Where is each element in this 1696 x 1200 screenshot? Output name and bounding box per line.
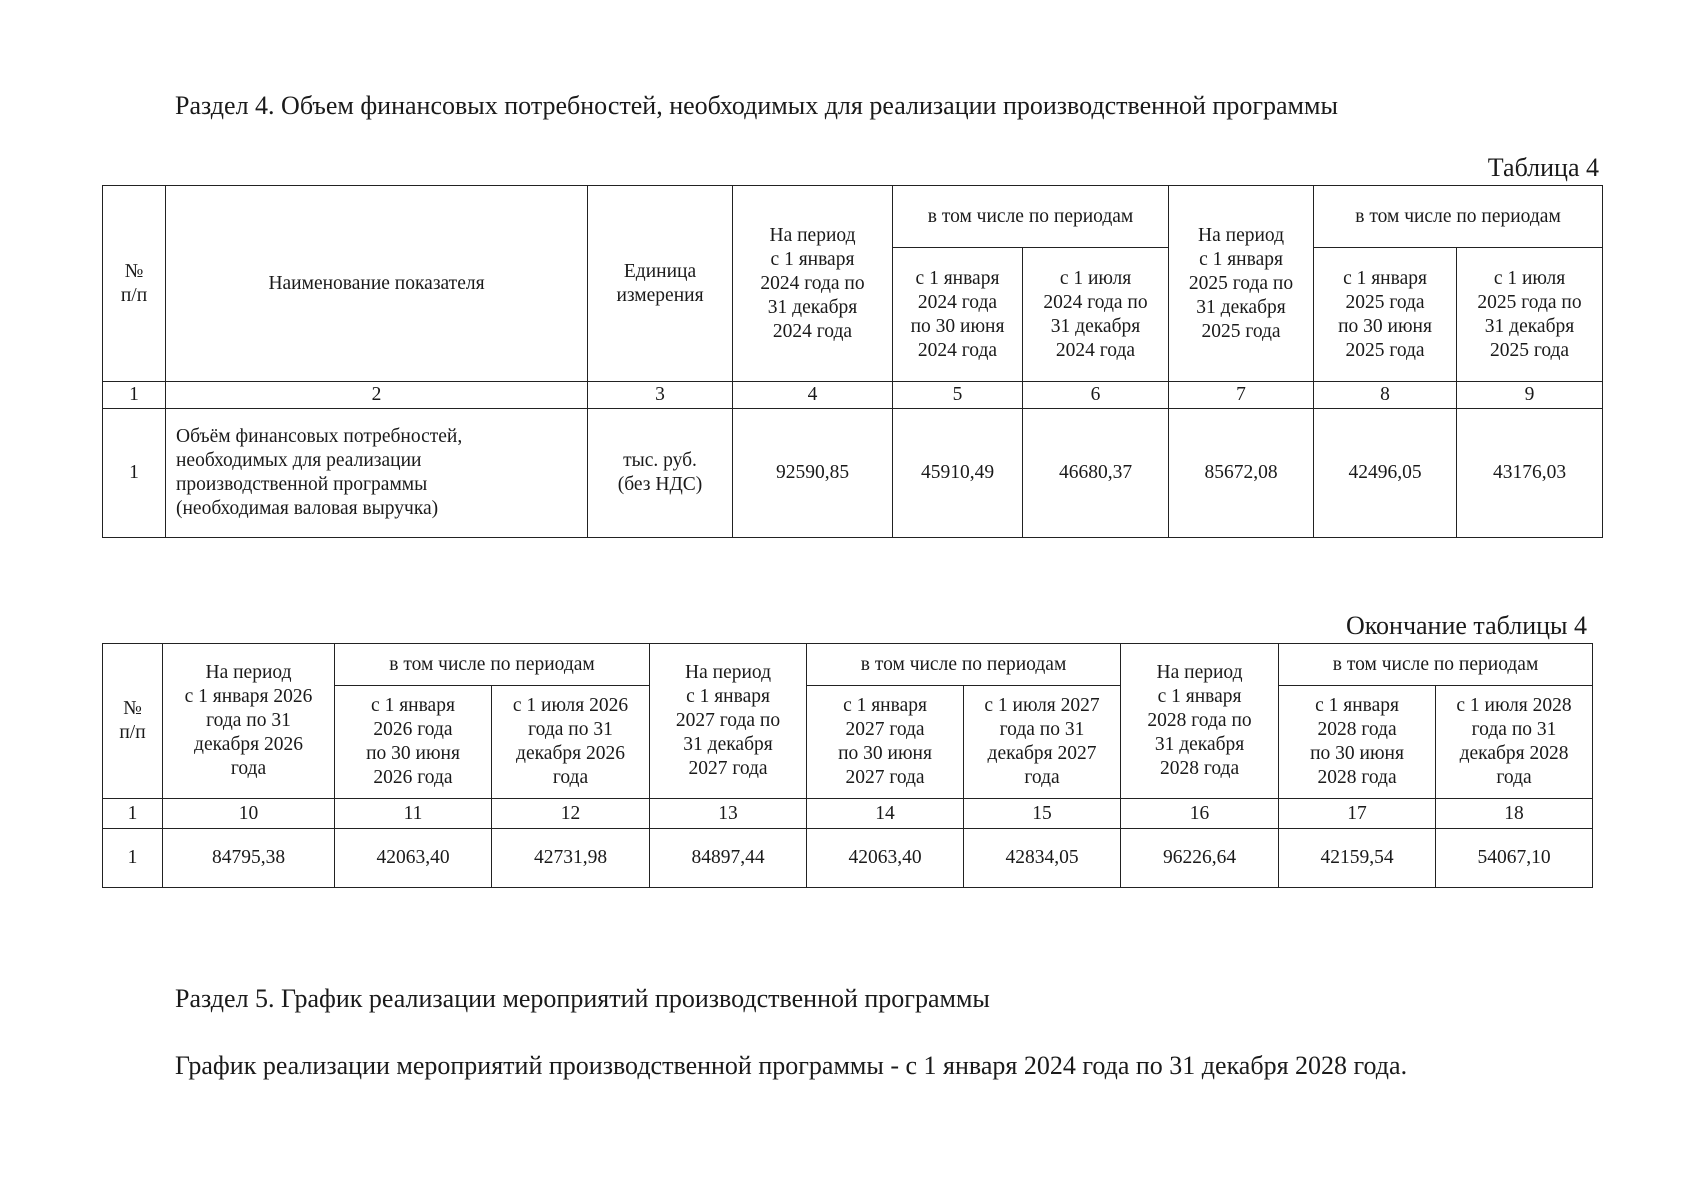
col-number: 3 (588, 382, 733, 409)
col-number: 17 (1279, 799, 1436, 829)
section5-title: Раздел 5. График реализации мероприятий производственной программы (175, 984, 990, 1013)
value-2026: 84795,38 (163, 829, 335, 888)
value-2025: 85672,08 (1169, 409, 1314, 538)
col-number: 1 (103, 799, 163, 829)
col-header-unit: Единица измерения (588, 186, 733, 382)
col-header-2028-h1: с 1 января 2028 года по 30 июня 2028 года (1279, 686, 1436, 799)
value-2025-h2: 43176,03 (1457, 409, 1603, 538)
value-2026-h1: 42063,40 (335, 829, 492, 888)
col-header-2024-incl: в том числе по периодам (893, 186, 1169, 248)
col-header-2025-h2: с 1 июля 2025 года по 31 декабря 2025 года (1457, 248, 1603, 382)
col-number: 15 (964, 799, 1121, 829)
col-header-2024-h2: с 1 июля 2024 года по 31 декабря 2024 года (1023, 248, 1169, 382)
col-header-2026: На период с 1 января 2026 года по 31 декабря 2026 года (163, 644, 335, 799)
col-header-2027-h1: с 1 января 2027 года по 30 июня 2027 года (807, 686, 964, 799)
col-header-2025: На период с 1 января 2025 года по 31 декабря 2025 года (1169, 186, 1314, 382)
row-num: 1 (103, 829, 163, 888)
col-header-2027-incl: в том числе по периодам (807, 644, 1121, 686)
table-row (103, 409, 1603, 538)
col-number: 14 (807, 799, 964, 829)
col-number: 5 (893, 382, 1023, 409)
value-2027: 84897,44 (650, 829, 807, 888)
value-2027-h2: 42834,05 (964, 829, 1121, 888)
col-header-2027: На период с 1 января 2027 года по 31 декабря 2027 года (650, 644, 807, 799)
col-header-2026-incl: в том числе по периодам (335, 644, 650, 686)
col-number: 6 (1023, 382, 1169, 409)
section5-schedule-text: График реализации мероприятий производственной программы - с 1 января 2024 года по 31 декабря 2028 года. (175, 1051, 1408, 1080)
col-number: 8 (1314, 382, 1457, 409)
col-number: 7 (1169, 382, 1314, 409)
col-header-num: № п/п (103, 644, 163, 799)
col-number: 13 (650, 799, 807, 829)
value-2028-h1: 42159,54 (1279, 829, 1436, 888)
col-header-2024: На период с 1 января 2024 года по 31 декабря 2024 года (733, 186, 893, 382)
row-name: Объём финансовых потребностей, необходимых для реализации производственной программы (необходимая валовая выручка) (166, 409, 588, 538)
col-header-2024-h1: с 1 января 2024 года по 30 июня 2024 года (893, 248, 1023, 382)
col-header-2025-incl: в том числе по периодам (1314, 186, 1603, 248)
table1-caption: Таблица 4 (1487, 153, 1599, 182)
col-number: 2 (166, 382, 588, 409)
value-2026-h2: 42731,98 (492, 829, 650, 888)
table2-caption: Окончание таблицы 4 (1345, 611, 1587, 640)
col-header-2027-h2: с 1 июля 2027 года по 31 декабря 2027 года (964, 686, 1121, 799)
col-header-2026-h1: с 1 января 2026 года по 30 июня 2026 года (335, 686, 492, 799)
col-number: 4 (733, 382, 893, 409)
value-2025-h1: 42496,05 (1314, 409, 1457, 538)
value-2024: 92590,85 (733, 409, 893, 538)
value-2028: 96226,64 (1121, 829, 1279, 888)
value-2024-h2: 46680,37 (1023, 409, 1169, 538)
col-number: 16 (1121, 799, 1279, 829)
col-number: 12 (492, 799, 650, 829)
row-unit: тыс. руб. (без НДС) (588, 409, 733, 538)
value-2028-h2: 54067,10 (1436, 829, 1593, 888)
col-header-num: № п/п (103, 186, 166, 382)
financial-needs-table-continued (102, 643, 1593, 888)
col-header-name: Наименование показателя (166, 186, 588, 382)
col-number: 10 (163, 799, 335, 829)
section4-title: Раздел 4. Объем финансовых потребностей, необходимых для реализации производственной программы (175, 91, 1338, 120)
value-2027-h1: 42063,40 (807, 829, 964, 888)
col-header-2028-h2: с 1 июля 2028 года по 31 декабря 2028 года (1436, 686, 1593, 799)
value-2024-h1: 45910,49 (893, 409, 1023, 538)
col-header-2025-h1: с 1 января 2025 года по 30 июня 2025 года (1314, 248, 1457, 382)
col-number: 9 (1457, 382, 1603, 409)
table-row (103, 829, 1593, 888)
col-number: 11 (335, 799, 492, 829)
col-number: 1 (103, 382, 166, 409)
financial-needs-table (102, 185, 1603, 538)
col-header-2028-incl: в том числе по периодам (1279, 644, 1593, 686)
col-header-2028: На период с 1 января 2028 года по 31 декабря 2028 года (1121, 644, 1279, 799)
col-number: 18 (1436, 799, 1593, 829)
row-num: 1 (103, 409, 166, 538)
col-header-2026-h2: с 1 июля 2026 года по 31 декабря 2026 года (492, 686, 650, 799)
